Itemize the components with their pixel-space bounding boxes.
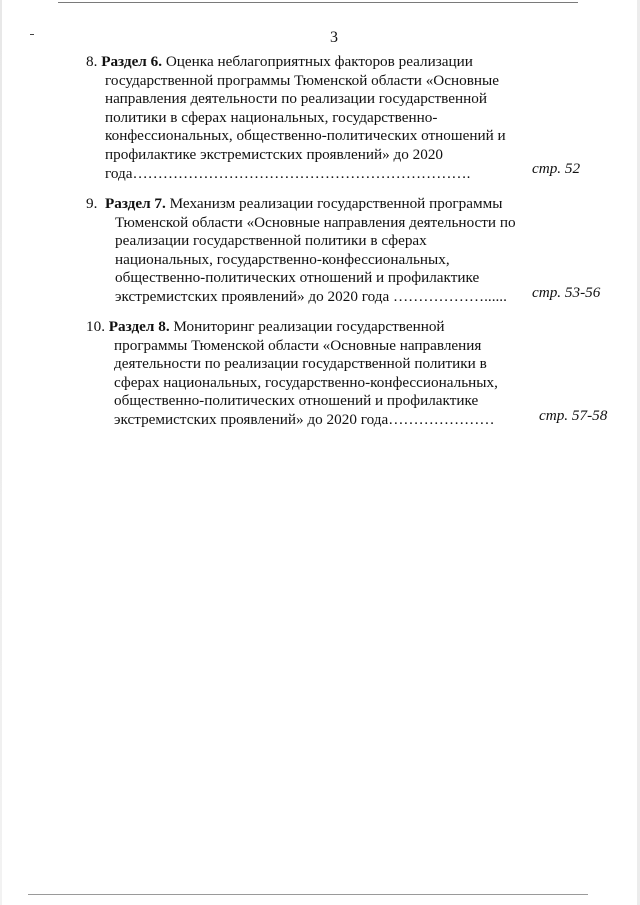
toc-entry-text: Мониторинг реализации государственной bbox=[173, 318, 445, 335]
toc-entry-leader-line: года…………………………………………………………. bbox=[105, 164, 471, 182]
toc-entry-text: направления деятельности по реализации государственной bbox=[105, 90, 487, 108]
toc-entry-text: Оценка неблагоприятных факторов реализации bbox=[165, 53, 473, 70]
toc-entry-text: государственной программы Тюменской области «Основные bbox=[105, 71, 499, 89]
toc-entry-text: сферах национальных, государственно-конфессиональных, bbox=[114, 373, 498, 391]
scan-left-edge bbox=[0, 0, 2, 905]
toc-entry-text: конфессиональных, общественно-политических отношений и bbox=[105, 127, 506, 145]
toc-entry-first-line bbox=[86, 53, 506, 72]
toc-entry-first-line bbox=[86, 318, 498, 337]
toc-entry-text: общественно-политических отношений и профилактике bbox=[115, 269, 480, 287]
toc-entry-text: профилактике экстремистских проявлений» до 2020 bbox=[105, 145, 444, 163]
toc-entry-leader-line: экстремистских проявлений» до 2020 года ………………...... bbox=[115, 287, 507, 305]
toc-entry-text: национальных, государственно-конфессиональных, bbox=[115, 250, 450, 268]
toc-entry-text: деятельности по реализации государственной политики в bbox=[114, 355, 487, 373]
toc-page-ref: стр. 57-58 bbox=[539, 407, 608, 424]
toc-entry-number: 9. bbox=[86, 195, 98, 212]
toc-entry-text: Механизм реализации государственной программы bbox=[169, 195, 503, 212]
scan-bottom-edge-line bbox=[28, 894, 588, 895]
toc-entry-text: реализации государственной политики в сферах bbox=[115, 232, 427, 250]
toc-entry-10 bbox=[86, 318, 498, 430]
toc-section-label: Раздел 7. bbox=[104, 195, 166, 212]
toc-entry-leader-line: экстремистских проявлений» до 2020 года………………… bbox=[114, 410, 495, 428]
scan-speck bbox=[30, 34, 34, 35]
toc-entry-number: 10. bbox=[86, 318, 105, 335]
toc-entry-text: Тюменской области «Основные направления деятельности по bbox=[115, 213, 516, 231]
toc-entry-text: политики в сферах национальных, государственно- bbox=[105, 108, 438, 126]
scan-top-edge-line bbox=[58, 2, 578, 3]
toc-entry-number: 8. bbox=[86, 53, 98, 70]
toc-entry-first-line bbox=[86, 195, 516, 214]
toc-entry-9 bbox=[86, 195, 516, 307]
page-number: 3 bbox=[330, 29, 338, 46]
toc-entry-text: общественно-политических отношений и профилактике bbox=[114, 392, 479, 410]
toc-entry-text: программы Тюменской области «Основные направления bbox=[114, 336, 482, 354]
toc-page-ref: стр. 53-56 bbox=[532, 284, 601, 301]
scan-top-margin bbox=[0, 0, 640, 6]
toc-section-label: Раздел 6. bbox=[101, 53, 163, 70]
toc-section-label: Раздел 8. bbox=[108, 318, 170, 335]
toc-entry-8 bbox=[86, 53, 506, 183]
toc-page-ref: стр. 52 bbox=[532, 160, 581, 177]
